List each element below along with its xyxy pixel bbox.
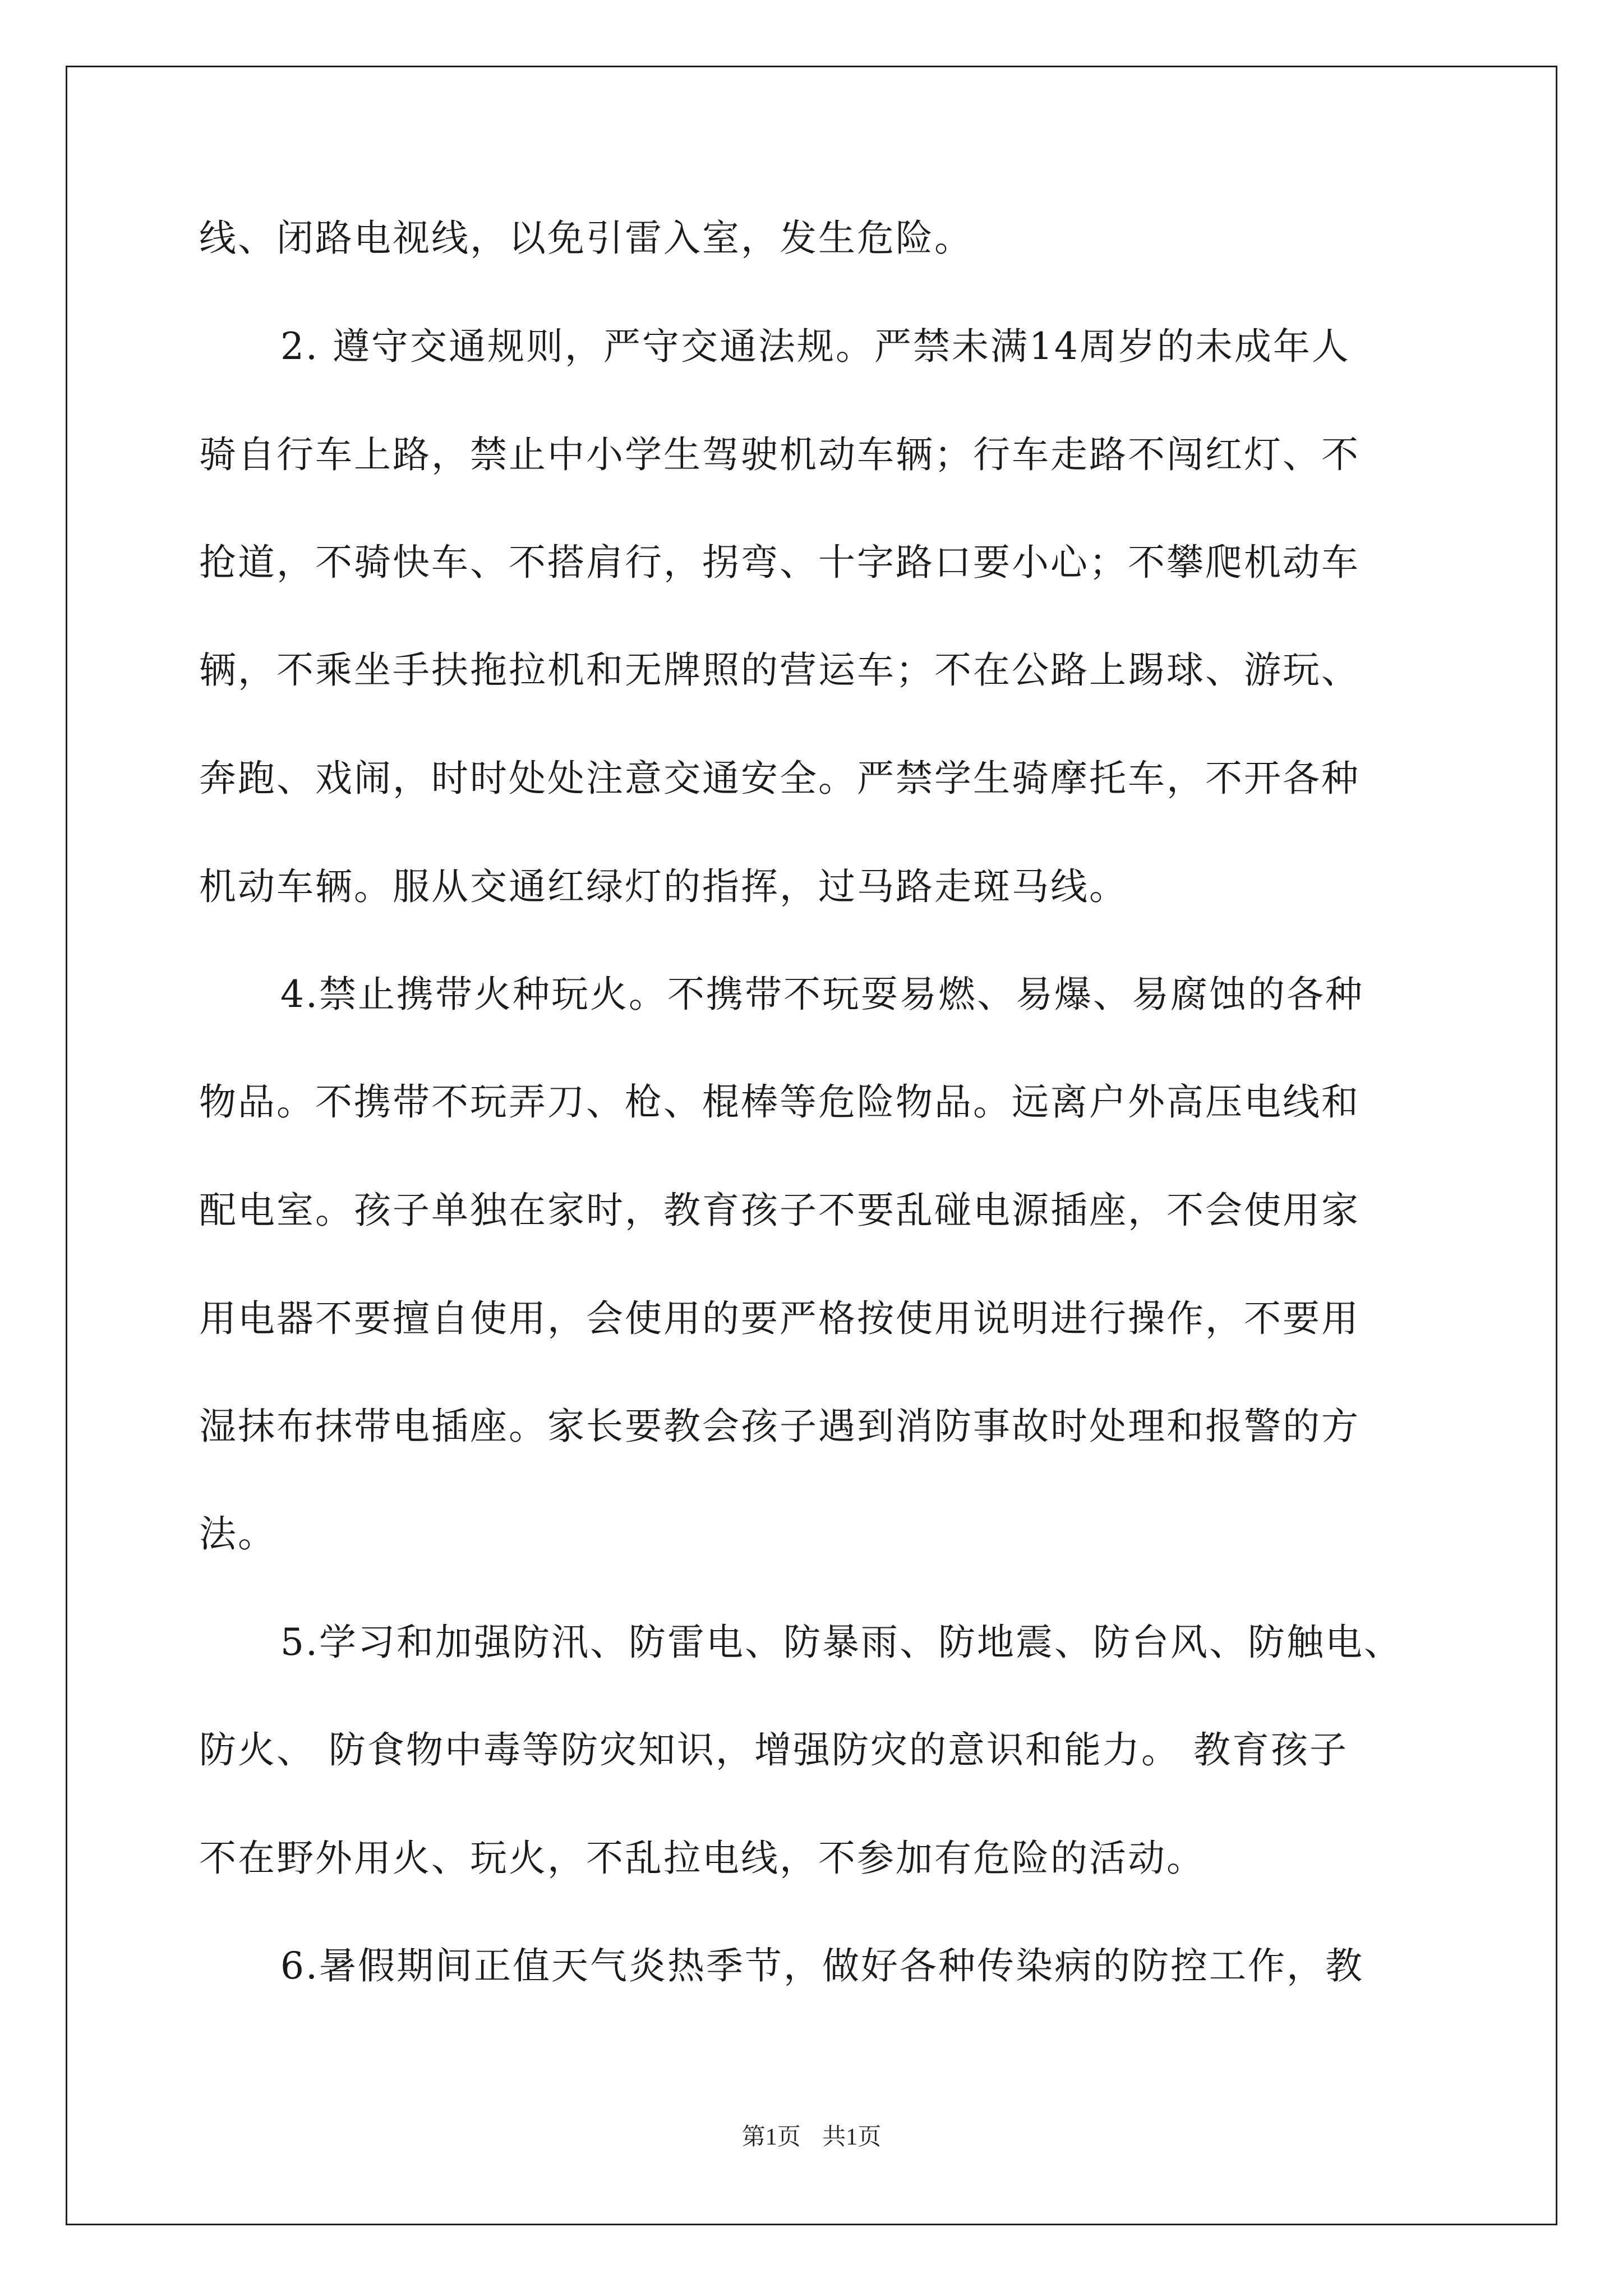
- text-line-9: 物品。不携带不玩弄刀、枪、棍棒等危险物品。远离户外高压电线和: [199, 1080, 1360, 1124]
- text-line-1: 线、闭路电视线，以免引雷入室，发生危险。: [199, 217, 973, 260]
- text-line-4: 抢道，不骑快车、不搭肩行，拐弯、十字路口要小心；不攀爬机动车: [199, 541, 1360, 584]
- text-line-8: 4.禁止携带火种玩火。不携带不玩耍易燃、易爆、易腐蚀的各种: [280, 973, 1364, 1016]
- text-line-6: 奔跑、戏闹，时时处处注意交通安全。严禁学生骑摩托车，不开各种: [199, 757, 1360, 800]
- page-number: 第1页: [741, 2124, 801, 2150]
- text-line-17: 6.暑假期间正值天气炎热季节，做好各种传染病的防控工作，教: [280, 1944, 1364, 1987]
- text-line-5: 辆，不乘坐手扶拖拉机和无牌照的营运车；不在公路上踢球、游玩、: [199, 648, 1360, 692]
- text-line-16: 不在野外用火、玩火，不乱拉电线，不参加有危险的活动。: [199, 1837, 1205, 1880]
- text-line-3: 骑自行车上路，禁止中小学生驾驶机动车辆；行车走路不闯红灯、不: [199, 433, 1360, 476]
- page-total: 共1页: [822, 2124, 882, 2150]
- text-line-11: 用电器不要擅自使用，会使用的要严格按使用说明进行操作，不要用: [199, 1297, 1360, 1340]
- page-border: [66, 66, 1557, 2225]
- text-line-10: 配电室。孩子单独在家时，教育孩子不要乱碰电源插座，不会使用家: [199, 1189, 1360, 1232]
- text-line-12: 湿抹布抹带电插座。家长要教会孩子遇到消防事故时处理和报警的方: [199, 1405, 1360, 1448]
- text-line-13: 法。: [199, 1512, 276, 1556]
- text-line-2: 2. 遵守交通规则，严守交通法规。严禁未满14周岁的未成年人: [280, 325, 1350, 368]
- text-line-15: 防火、 防食物中毒等防灾知识，增强防灾的意识和能力。 教育孩子: [199, 1728, 1348, 1772]
- page-footer: [0, 2120, 1623, 2154]
- text-line-7: 机动车辆。服从交通红绿灯的指挥，过马路走斑马线。: [199, 865, 1128, 908]
- text-line-14: 5.学习和加强防汛、防雷电、防暴雨、防地震、防台风、防触电、: [280, 1621, 1403, 1664]
